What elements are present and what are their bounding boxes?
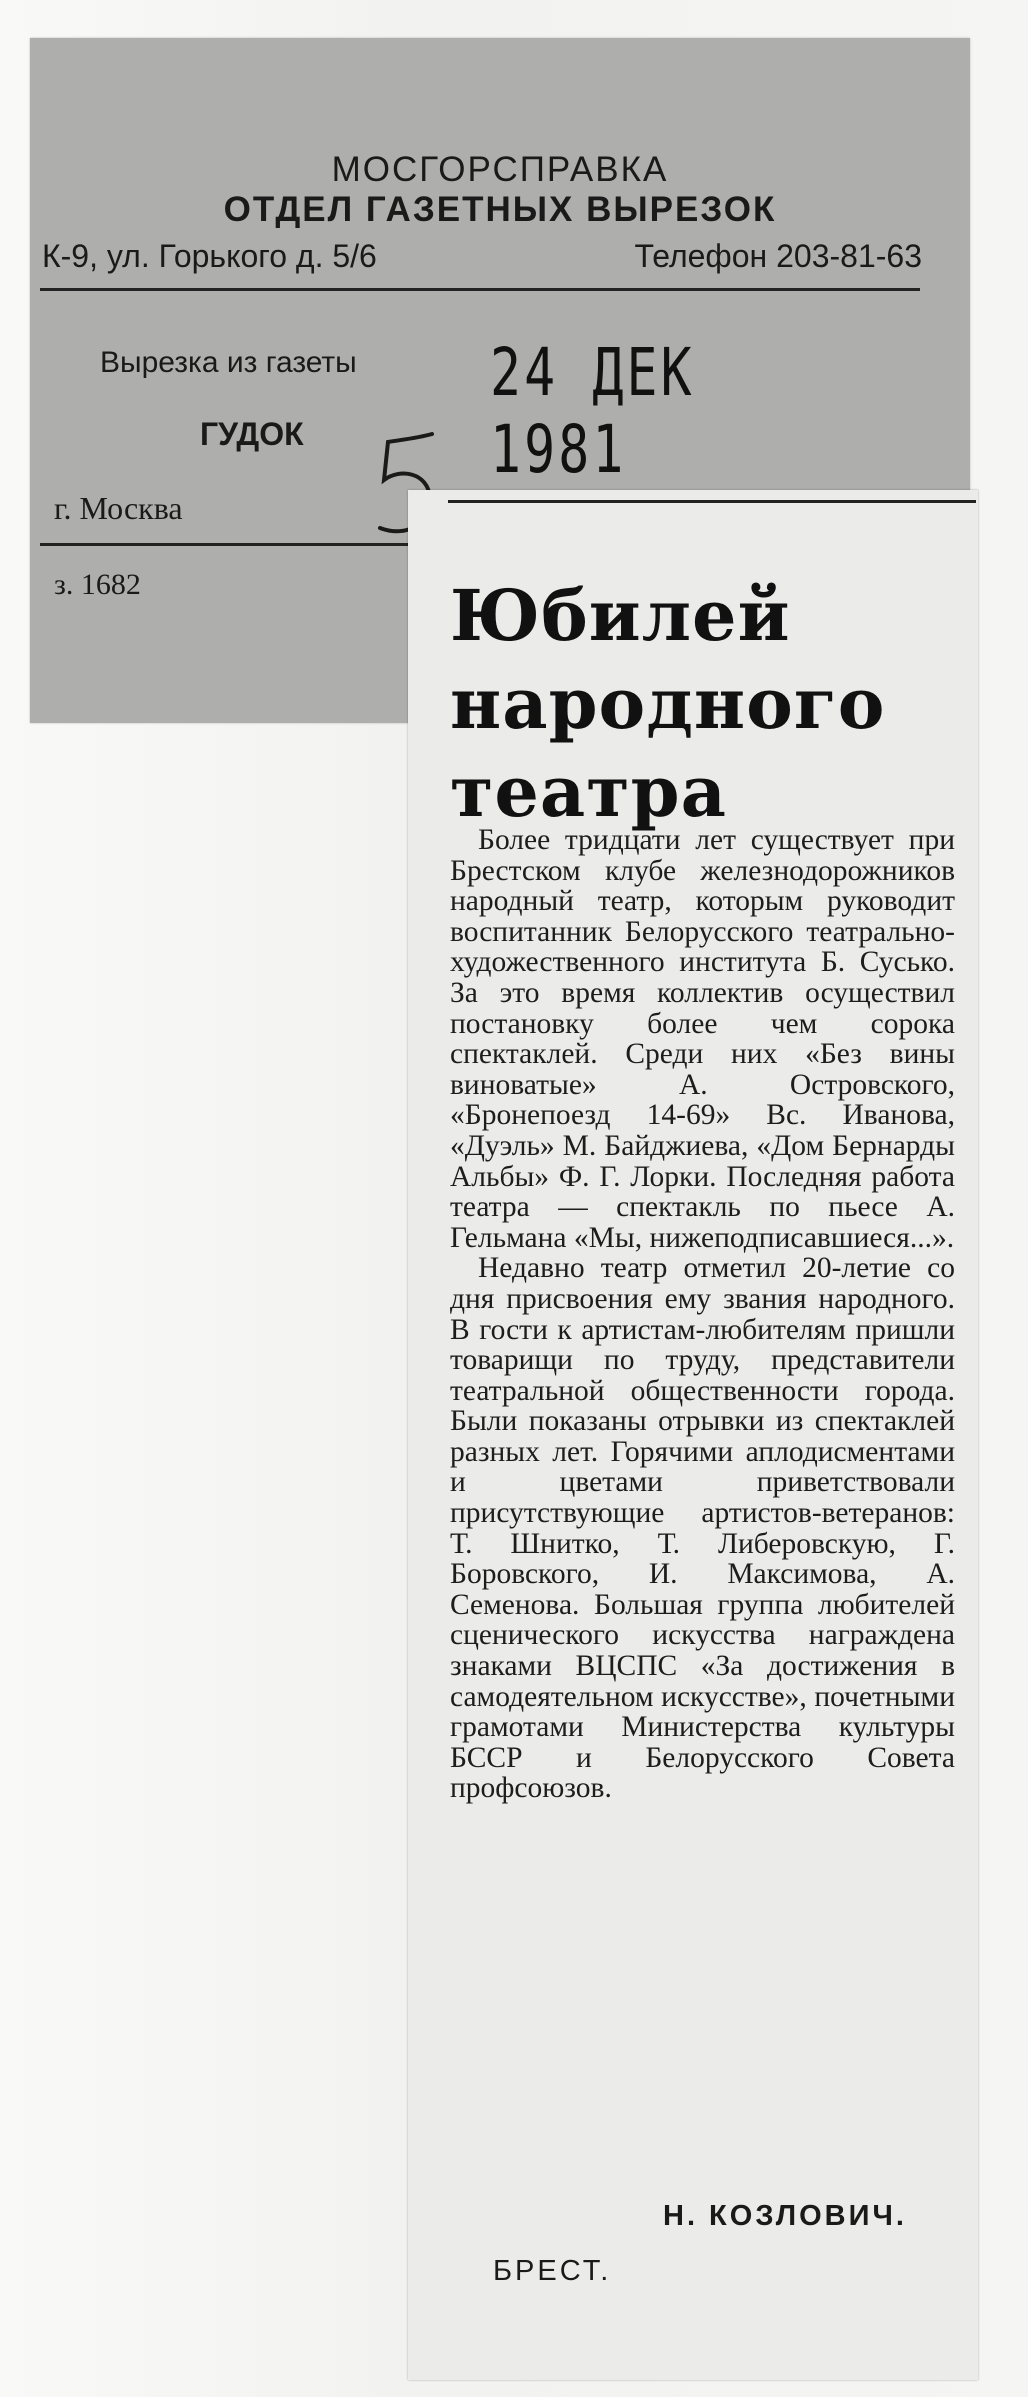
article-paragraph: Более тридцати лет существует при Брестском клубе железнодорожников народный театр, которым руководит воспитанник Белорусского театрально-художественного института Б. Сусько. За это время коллектив осуществил постановку более чем сорока спектаклей. Среди них «Без вины виноватые» А. Островского, «Бронепоезд 14-69» Вс. Иванова, «Дуэль» М. Байджиева, «Дом Бернарды Альбы» Ф. Г. Лорки. Последняя работа театра — спектакль по пьесе А. Гельмана «Мы, нижеподписавшиеся...».	[450, 824, 955, 1254]
clipping-top-rule	[448, 500, 976, 503]
article-headline	[450, 572, 970, 836]
order-number: з. 1682	[54, 568, 141, 601]
article-body	[450, 825, 955, 1804]
newspaper-name: ГУДОК	[200, 416, 304, 452]
agency-address: К-9, ул. Горького д. 5/6	[42, 238, 377, 274]
headline-line: театра	[450, 750, 727, 833]
date-stamp: 24 ДЕК 1981	[490, 334, 695, 488]
article-place: БРЕСТ.	[493, 2255, 612, 2287]
headline-line: Юбилей	[450, 574, 791, 657]
agency-phone: Телефон 203-81-63	[634, 238, 922, 274]
agency-name: МОСГОРСПРАВКА	[331, 150, 669, 189]
clipping-label: Вырезка из газеты	[100, 346, 357, 379]
department-name: ОТДЕЛ ГАЗЕТНЫХ ВЫРЕЗОК	[223, 190, 777, 229]
headline-line: народного	[450, 662, 886, 745]
newspaper-city: г. Москва	[54, 490, 183, 526]
newspaper-clipping	[408, 490, 978, 2380]
article-paragraph: Недавно театр отметил 20-летие со дня присвоения ему звания народного. В гости к артистам-любителям пришли товарищи по труду, представители театральной общественности города. Были показаны отрывки из спектаклей разных лет. Горячими аплодисментами и цветами приветствовали присутствующие артистов-ветеранов: Т. Шнитко, Т. Либеровскую, Г. Боровского, И. Максимова, А. Семенова. Большая группа любителей сценического искусства награждена знаками ВЦСПС «За достижения в самодеятельном искусстве», почетными грамотами Министерства культуры БССР и Белорусского Совета профсоюзов.	[450, 1252, 955, 1805]
header-divider	[40, 288, 920, 291]
article-author: Н. КОЗЛОВИЧ.	[663, 2200, 907, 2232]
